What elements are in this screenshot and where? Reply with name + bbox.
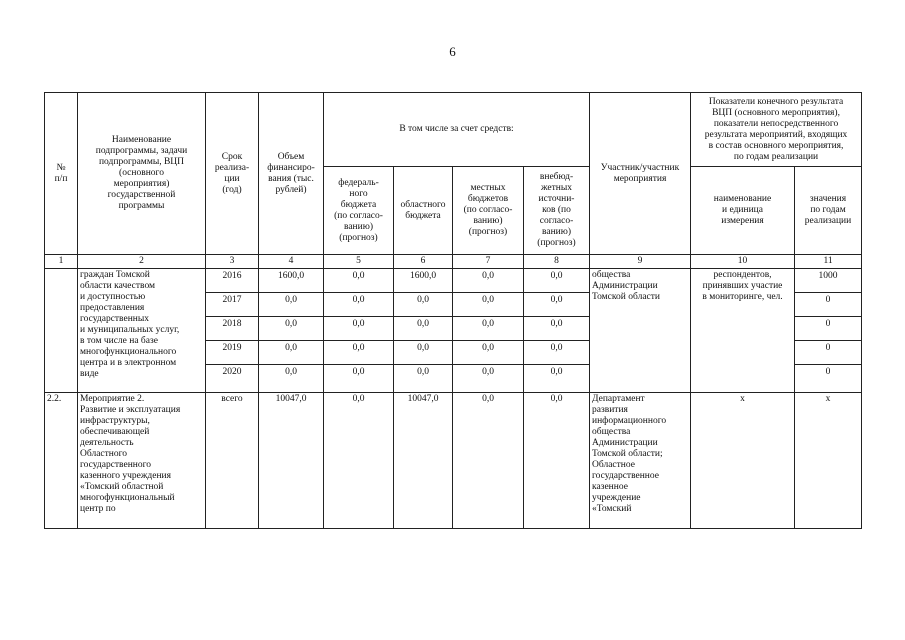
local-cell: 0,0: [453, 269, 523, 293]
volume-cell: 0,0: [259, 341, 323, 365]
volume-column: [259, 269, 324, 393]
extra-cell: 0,0: [524, 341, 589, 365]
participant-cell: общества Администрации Томской области: [590, 269, 691, 393]
local-cell: 0,0: [453, 393, 524, 529]
local-column: [453, 269, 524, 393]
extra-cell: 0,0: [550, 367, 563, 377]
numbering-cell: 9: [590, 255, 691, 269]
indicator-value-cell: 0: [795, 317, 861, 341]
program-table: [44, 92, 862, 529]
regional-cell: 0,0: [394, 317, 452, 341]
regional-column: [394, 269, 453, 393]
year-cell: 2019: [206, 341, 258, 365]
header-regional: областного бюджета: [394, 167, 453, 255]
page-number: 6: [449, 44, 456, 59]
numbering-cell: 3: [206, 255, 259, 269]
volume-cell: 0,0: [285, 367, 297, 377]
year-cell: 2016: [206, 269, 258, 293]
federal-column: [324, 269, 394, 393]
extra-cell: 0,0: [524, 317, 589, 341]
local-cell: 0,0: [453, 317, 523, 341]
header-volume: Объем финансиро- вания (тыс. рублей): [259, 93, 324, 255]
header-local: местных бюджетов (по согласо- ванию) (прогноз): [453, 167, 524, 255]
federal-cell: 0,0: [352, 367, 365, 377]
numbering-cell: 10: [691, 255, 795, 269]
regional-cell: 0,0: [394, 293, 452, 317]
header-indicators-group: Показатели конечного результата ВЦП (основного мероприятия), показатели непосредственного результата мероприятий, входящих в состав основного мероприятия, по годам реализации: [691, 93, 862, 167]
measure-name: граждан Томской области качеством и доступностью предоставления государственных и муниципальных услуг, в том числе на базе многофункционального центра и в электронном виде: [78, 269, 206, 393]
numbering-cell: 1: [45, 255, 78, 269]
volume-cell: 0,0: [259, 317, 323, 341]
numbering-cell: 7: [453, 255, 524, 269]
header-number: № п/п: [45, 93, 78, 255]
volume-cell: 0,0: [259, 293, 323, 317]
indicator-name-cell: респондентов, принявших участие в мониторинге, чел.: [691, 269, 795, 393]
indicator-value-cell: 0: [825, 367, 831, 377]
term-cell: всего: [206, 393, 259, 529]
year-column: [206, 269, 259, 393]
participant-cell: Департамент развития информационного общества Администрации Томской области; Областное государственное казенное учреждение «Томский: [590, 393, 691, 529]
table-row: [45, 269, 862, 393]
regional-cell: 1600,0: [394, 269, 452, 293]
numbering-cell: 5: [324, 255, 394, 269]
regional-cell: 0,0: [417, 367, 429, 377]
numbering-cell: 2: [78, 255, 206, 269]
row-number: [45, 269, 78, 393]
table-row: [45, 393, 862, 529]
indicator-value-cell: 0: [795, 293, 861, 317]
year-cell: 2017: [206, 293, 258, 317]
extra-cell: 0,0: [524, 293, 589, 317]
header-federal: федераль- ного бюджета (по согласо- ванию) (прогноз): [324, 167, 394, 255]
federal-cell: 0,0: [324, 341, 393, 365]
extra-cell: 0,0: [524, 393, 590, 529]
local-cell: 0,0: [482, 367, 494, 377]
indicator-name-cell: х: [691, 393, 795, 529]
local-cell: 0,0: [453, 341, 523, 365]
numbering-row: [45, 255, 862, 269]
header-extra: внебюд- жетных источни- ков (по согласо- ванию) (прогноз): [524, 167, 590, 255]
regional-cell: 0,0: [394, 341, 452, 365]
header-indicator-name: наименование и единица измерения: [691, 167, 795, 255]
numbering-cell: 8: [524, 255, 590, 269]
indicator-values-column: [795, 269, 862, 393]
numbering-cell: 11: [795, 255, 862, 269]
header-sources-group: В том числе за счет средств:: [324, 93, 590, 167]
volume-cell: 1600,0: [259, 269, 323, 293]
federal-cell: 0,0: [324, 393, 394, 529]
measure-name: Мероприятие 2. Развитие и эксплуатация инфраструктуры, обеспечивающей деятельность Областного государственного казенного учреждения «Томский областной многофункциональный центр по: [78, 393, 206, 529]
numbering-cell: 6: [394, 255, 453, 269]
local-cell: 0,0: [453, 293, 523, 317]
row-number: 2.2.: [45, 393, 78, 529]
header-term: Срок реализа- ции (год): [206, 93, 259, 255]
federal-cell: 0,0: [324, 269, 393, 293]
extra-column: [524, 269, 590, 393]
regional-cell: 10047,0: [394, 393, 453, 529]
federal-cell: 0,0: [324, 317, 393, 341]
extra-cell: 0,0: [524, 269, 589, 293]
header-participant: Участник/участник мероприятия: [590, 93, 691, 255]
indicator-value-cell: 0: [795, 341, 861, 365]
year-cell: 2020: [222, 367, 242, 377]
federal-cell: 0,0: [324, 293, 393, 317]
indicator-value-cell: х: [795, 393, 862, 529]
indicator-value-cell: 1000: [795, 269, 861, 293]
numbering-cell: 4: [259, 255, 324, 269]
volume-cell: 10047,0: [259, 393, 324, 529]
header-name: Наименование подпрограммы, задачи подпрограммы, ВЦП (основного мероприятия) государственной программы: [78, 93, 206, 255]
header-indicator-values: значения по годам реализации: [795, 167, 862, 255]
year-cell: 2018: [206, 317, 258, 341]
